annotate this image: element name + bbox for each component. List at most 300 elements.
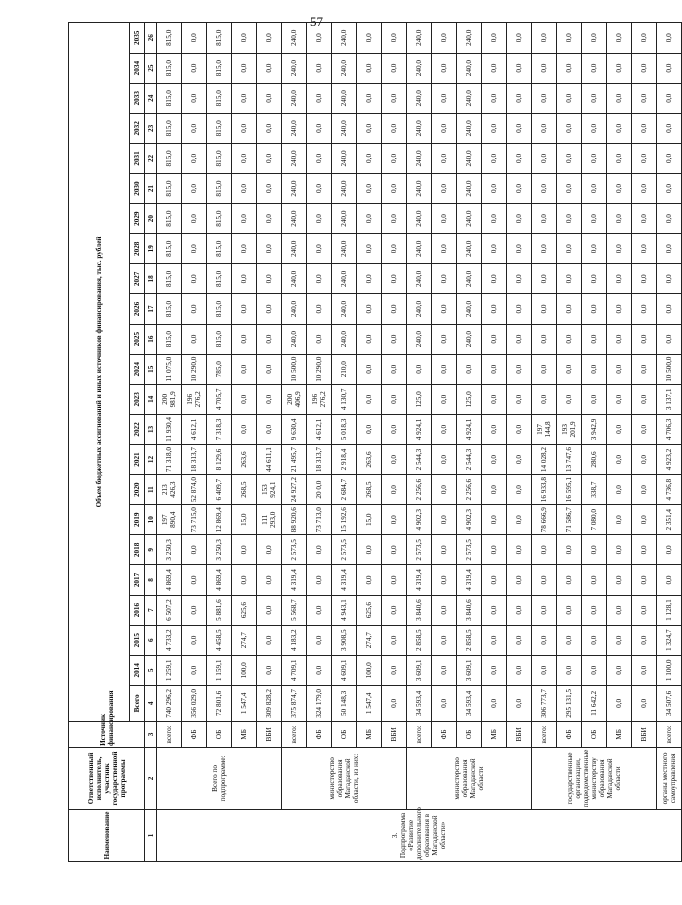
value-cell: 240,0 bbox=[282, 53, 307, 83]
value-cell: 0,0 bbox=[507, 324, 532, 354]
value-cell: 0,0 bbox=[607, 535, 632, 565]
value-cell: 0,0 bbox=[257, 143, 282, 173]
value-cell: 20 0,0 bbox=[307, 475, 332, 505]
value-cell: 240,0 bbox=[457, 143, 482, 173]
value-cell: 0,0 bbox=[482, 23, 507, 54]
table-row bbox=[382, 23, 407, 862]
value-cell: 0,0 bbox=[657, 565, 682, 595]
table-row bbox=[557, 23, 582, 862]
column-number: 9 bbox=[145, 535, 157, 565]
header-executor: Ответственный исполнитель, участник государственной программы bbox=[69, 747, 145, 809]
source-cell: ФБ bbox=[432, 721, 457, 747]
value-cell: 4 130,7 bbox=[332, 384, 357, 414]
value-cell: 0,0 bbox=[382, 595, 407, 625]
value-cell: 0,0 bbox=[182, 535, 207, 565]
column-number: 21 bbox=[145, 174, 157, 204]
value-cell: 0,0 bbox=[657, 204, 682, 234]
value-cell: 0,0 bbox=[632, 444, 657, 474]
value-cell: 0,0 bbox=[307, 234, 332, 264]
value-cell: 4 319,4 bbox=[332, 565, 357, 595]
value-cell: 6 507,2 bbox=[157, 595, 182, 625]
value-cell: 3 250,3 bbox=[207, 535, 232, 565]
value-cell: 7 080,0 bbox=[582, 505, 607, 535]
value-cell: 0,0 bbox=[607, 595, 632, 625]
value-cell: 0,0 bbox=[632, 143, 657, 173]
value-cell: 0,0 bbox=[557, 174, 582, 204]
value-cell: 0,0 bbox=[657, 234, 682, 264]
source-cell: ФБ bbox=[557, 721, 582, 747]
value-cell: 0,0 bbox=[507, 53, 532, 83]
value-cell: 0,0 bbox=[607, 625, 632, 655]
header-year: 2035 bbox=[130, 23, 145, 54]
value-cell: 240,0 bbox=[282, 113, 307, 143]
value-cell: 0,0 bbox=[257, 595, 282, 625]
value-cell: 0,0 bbox=[257, 565, 282, 595]
value-cell: 0,0 bbox=[382, 475, 407, 505]
value-cell: 18 313,7 bbox=[307, 444, 332, 474]
value-cell: 0,0 bbox=[257, 414, 282, 444]
value-cell: 0,0 bbox=[557, 113, 582, 143]
value-cell: 16 933,8 bbox=[532, 475, 557, 505]
column-number: 3 bbox=[145, 721, 157, 747]
value-cell: 815,0 bbox=[157, 264, 182, 294]
value-cell: 0,0 bbox=[482, 53, 507, 83]
total-cell: 0,0 bbox=[482, 685, 507, 721]
value-cell: 0,0 bbox=[632, 354, 657, 384]
value-cell: 0,0 bbox=[632, 23, 657, 54]
value-cell: 24 927,2 bbox=[282, 475, 307, 505]
value-cell: 0,0 bbox=[507, 475, 532, 505]
table-row bbox=[457, 23, 482, 862]
value-cell: 240,0 bbox=[457, 174, 482, 204]
value-cell: 213 426,3 bbox=[157, 475, 182, 505]
value-cell: 0,0 bbox=[582, 83, 607, 113]
value-cell: 0,0 bbox=[257, 83, 282, 113]
value-cell: 0,0 bbox=[607, 414, 632, 444]
column-number: 4 bbox=[145, 685, 157, 721]
total-cell: 0,0 bbox=[632, 685, 657, 721]
source-cell: МБ bbox=[482, 721, 507, 747]
value-cell: 240,0 bbox=[457, 234, 482, 264]
value-cell: 4 902,3 bbox=[457, 505, 482, 535]
column-number: 2 bbox=[145, 747, 157, 809]
column-number: 20 bbox=[145, 204, 157, 234]
source-cell: ОБ bbox=[207, 721, 232, 747]
value-cell: 73 715,0 bbox=[182, 505, 207, 535]
value-cell: 0,0 bbox=[607, 83, 632, 113]
table-row bbox=[657, 23, 682, 862]
value-cell: 0,0 bbox=[632, 535, 657, 565]
value-cell: 280,6 bbox=[582, 444, 607, 474]
header-year: 2029 bbox=[130, 204, 145, 234]
value-cell: 0,0 bbox=[582, 294, 607, 324]
value-cell: 0,0 bbox=[632, 234, 657, 264]
table-row bbox=[207, 23, 232, 862]
value-cell: 3 908,5 bbox=[332, 625, 357, 655]
value-cell: 240,0 bbox=[457, 294, 482, 324]
value-cell: 11 930,4 bbox=[157, 414, 182, 444]
value-cell: 815,0 bbox=[157, 83, 182, 113]
value-cell: 0,0 bbox=[507, 414, 532, 444]
value-cell: 0,0 bbox=[407, 354, 432, 384]
value-cell: 0,0 bbox=[432, 354, 457, 384]
value-cell: 2 573,5 bbox=[457, 535, 482, 565]
value-cell: 0,0 bbox=[507, 113, 532, 143]
value-cell: 0,0 bbox=[657, 143, 682, 173]
value-cell: 125,0 bbox=[457, 384, 482, 414]
value-cell: 0,0 bbox=[382, 655, 407, 685]
value-cell: 3 609,1 bbox=[457, 655, 482, 685]
value-cell: 0,0 bbox=[482, 444, 507, 474]
value-cell: 0,0 bbox=[257, 294, 282, 324]
value-cell: 0,0 bbox=[257, 204, 282, 234]
value-cell: 0,0 bbox=[482, 384, 507, 414]
value-cell: 240,0 bbox=[332, 204, 357, 234]
value-cell: 815,0 bbox=[157, 53, 182, 83]
value-cell: 0,0 bbox=[607, 354, 632, 384]
value-cell: 0,0 bbox=[382, 565, 407, 595]
value-cell: 240,0 bbox=[407, 113, 432, 143]
value-cell: 0,0 bbox=[357, 113, 382, 143]
value-cell: 14 028,2 bbox=[532, 444, 557, 474]
value-cell: 5 881,6 bbox=[207, 595, 232, 625]
value-cell: 240,0 bbox=[457, 264, 482, 294]
value-cell: 0,0 bbox=[357, 234, 382, 264]
value-cell: 0,0 bbox=[557, 83, 582, 113]
value-cell: 0,0 bbox=[532, 174, 557, 204]
total-cell: 306 773,7 bbox=[532, 685, 557, 721]
header-total: Всего bbox=[130, 685, 145, 721]
value-cell: 240,0 bbox=[332, 294, 357, 324]
header-year: 2023 bbox=[130, 384, 145, 414]
value-cell: 10 500,0 bbox=[657, 354, 682, 384]
value-cell: 0,0 bbox=[232, 294, 257, 324]
value-cell: 0,0 bbox=[482, 264, 507, 294]
value-cell: 0,0 bbox=[232, 565, 257, 595]
table-row bbox=[582, 23, 607, 862]
value-cell: 0,0 bbox=[482, 414, 507, 444]
source-cell: ОБ bbox=[457, 721, 482, 747]
table-row bbox=[257, 23, 282, 862]
source-cell: МБ bbox=[232, 721, 257, 747]
value-cell: 0,0 bbox=[257, 113, 282, 143]
value-cell: 0,0 bbox=[607, 23, 632, 54]
value-cell: 0,0 bbox=[232, 174, 257, 204]
value-cell: 815,0 bbox=[207, 53, 232, 83]
value-cell: 0,0 bbox=[507, 444, 532, 474]
value-cell: 2 858,5 bbox=[407, 625, 432, 655]
total-cell: 375 874,7 bbox=[282, 685, 307, 721]
value-cell: 240,0 bbox=[282, 83, 307, 113]
value-cell: 785,0 bbox=[207, 354, 232, 384]
value-cell: 0,0 bbox=[657, 83, 682, 113]
value-cell: 0,0 bbox=[432, 23, 457, 54]
value-cell: 0,0 bbox=[307, 565, 332, 595]
value-cell: 0,0 bbox=[232, 53, 257, 83]
value-cell: 4 924,1 bbox=[457, 414, 482, 444]
value-cell: 0,0 bbox=[182, 23, 207, 54]
value-cell: 0,0 bbox=[657, 174, 682, 204]
value-cell: 0,0 bbox=[432, 505, 457, 535]
value-cell: 18 313,7 bbox=[182, 444, 207, 474]
value-cell: 0,0 bbox=[482, 595, 507, 625]
value-cell: 0,0 bbox=[232, 143, 257, 173]
value-cell: 0,0 bbox=[607, 444, 632, 474]
value-cell: 0,0 bbox=[482, 234, 507, 264]
value-cell: 0,0 bbox=[507, 595, 532, 625]
value-cell: 0,0 bbox=[482, 535, 507, 565]
value-cell: 0,0 bbox=[382, 535, 407, 565]
table-row bbox=[607, 23, 632, 862]
source-cell: ВБИ bbox=[507, 721, 532, 747]
value-cell: 815,0 bbox=[207, 234, 232, 264]
value-cell: 0,0 bbox=[632, 264, 657, 294]
value-cell: 0,0 bbox=[432, 294, 457, 324]
value-cell: 0,0 bbox=[307, 23, 332, 54]
value-cell: 2 684,7 bbox=[332, 475, 357, 505]
value-cell: 263,6 bbox=[232, 444, 257, 474]
value-cell: 0,0 bbox=[482, 294, 507, 324]
value-cell: 0,0 bbox=[557, 234, 582, 264]
total-cell: 0,0 bbox=[507, 685, 532, 721]
value-cell: 0,0 bbox=[607, 505, 632, 535]
total-cell: 0,0 bbox=[382, 685, 407, 721]
value-cell: 2 256,6 bbox=[457, 475, 482, 505]
value-cell: 0,0 bbox=[607, 655, 632, 685]
header-year: 2031 bbox=[130, 143, 145, 173]
total-cell: 0,0 bbox=[607, 685, 632, 721]
value-cell: 0,0 bbox=[507, 174, 532, 204]
value-cell: 4 319,4 bbox=[457, 565, 482, 595]
source-cell: ВБИ bbox=[382, 721, 407, 747]
value-cell: 1 128,1 bbox=[657, 595, 682, 625]
executor-cell: министерство образования Магаданской области, из них: bbox=[282, 747, 407, 809]
value-cell: 240,0 bbox=[457, 113, 482, 143]
value-cell: 0,0 bbox=[582, 565, 607, 595]
total-cell: 1 547,4 bbox=[232, 685, 257, 721]
value-cell: 0,0 bbox=[482, 475, 507, 505]
total-cell: 740 296,2 bbox=[157, 685, 182, 721]
value-cell: 0,0 bbox=[182, 264, 207, 294]
value-cell: 0,0 bbox=[557, 655, 582, 685]
value-cell: 240,0 bbox=[457, 83, 482, 113]
executor-cell: органы местного самоуправления bbox=[657, 747, 682, 809]
value-cell: 0,0 bbox=[582, 174, 607, 204]
value-cell: 4 736,8 bbox=[657, 475, 682, 505]
value-cell: 815,0 bbox=[157, 113, 182, 143]
value-cell: 2 573,5 bbox=[407, 535, 432, 565]
value-cell: 0,0 bbox=[482, 174, 507, 204]
total-cell: 34 593,4 bbox=[457, 685, 482, 721]
value-cell: 200 406,9 bbox=[282, 384, 307, 414]
value-cell: 0,0 bbox=[532, 143, 557, 173]
value-cell: 0,0 bbox=[257, 234, 282, 264]
value-cell: 0,0 bbox=[357, 204, 382, 234]
value-cell: 0,0 bbox=[507, 83, 532, 113]
value-cell: 0,0 bbox=[557, 204, 582, 234]
value-cell: 0,0 bbox=[607, 475, 632, 505]
source-cell: всего: bbox=[407, 721, 432, 747]
value-cell: 338,7 bbox=[582, 475, 607, 505]
value-cell: 4 458,5 bbox=[207, 625, 232, 655]
value-cell: 0,0 bbox=[532, 204, 557, 234]
value-cell: 0,0 bbox=[482, 625, 507, 655]
value-cell: 0,0 bbox=[532, 83, 557, 113]
value-cell: 0,0 bbox=[432, 143, 457, 173]
value-cell: 0,0 bbox=[507, 264, 532, 294]
value-cell: 52 874,0 bbox=[182, 475, 207, 505]
value-cell: 0,0 bbox=[232, 324, 257, 354]
value-cell: 240,0 bbox=[282, 294, 307, 324]
value-cell: 2 858,5 bbox=[457, 625, 482, 655]
value-cell: 0,0 bbox=[382, 113, 407, 143]
header-year: 2028 bbox=[130, 234, 145, 264]
value-cell: 0,0 bbox=[582, 655, 607, 685]
value-cell: 0,0 bbox=[582, 53, 607, 83]
source-cell: всего: bbox=[282, 721, 307, 747]
value-cell: 240,0 bbox=[407, 174, 432, 204]
total-cell: 34 507,6 bbox=[657, 685, 682, 721]
value-cell: 0,0 bbox=[507, 294, 532, 324]
header-name: Наименование bbox=[69, 809, 145, 861]
value-cell: 0,0 bbox=[482, 354, 507, 384]
value-cell: 0,0 bbox=[357, 264, 382, 294]
column-number: 22 bbox=[145, 143, 157, 173]
value-cell: 2 918,4 bbox=[332, 444, 357, 474]
value-cell: 0,0 bbox=[432, 113, 457, 143]
source-cell: МБ bbox=[607, 721, 632, 747]
value-cell: 240,0 bbox=[332, 23, 357, 54]
value-cell: 0,0 bbox=[307, 143, 332, 173]
header-year: 2025 bbox=[130, 324, 145, 354]
value-cell: 240,0 bbox=[282, 23, 307, 54]
value-cell: 0,0 bbox=[632, 625, 657, 655]
value-cell: 0,0 bbox=[357, 294, 382, 324]
value-cell: 240,0 bbox=[332, 53, 357, 83]
value-cell: 0,0 bbox=[382, 505, 407, 535]
value-cell: 2 573,5 bbox=[282, 535, 307, 565]
value-cell: 0,0 bbox=[182, 53, 207, 83]
value-cell: 240,0 bbox=[332, 264, 357, 294]
value-cell: 240,0 bbox=[407, 83, 432, 113]
column-number: 5 bbox=[145, 655, 157, 685]
value-cell: 0,0 bbox=[632, 655, 657, 685]
value-cell: 0,0 bbox=[507, 625, 532, 655]
value-cell: 0,0 bbox=[607, 234, 632, 264]
value-cell: 0,0 bbox=[482, 505, 507, 535]
value-cell: 21 495,7 bbox=[282, 444, 307, 474]
value-cell: 3 250,3 bbox=[157, 535, 182, 565]
value-cell: 0,0 bbox=[432, 384, 457, 414]
source-cell: ОБ bbox=[332, 721, 357, 747]
value-cell: 0,0 bbox=[432, 53, 457, 83]
value-cell: 0,0 bbox=[532, 294, 557, 324]
header-year: 2026 bbox=[130, 294, 145, 324]
value-cell: 0,0 bbox=[382, 23, 407, 54]
value-cell: 1 100,0 bbox=[657, 655, 682, 685]
source-cell: всего: bbox=[657, 721, 682, 747]
value-cell: 0,0 bbox=[582, 324, 607, 354]
value-cell: 4 609,1 bbox=[332, 655, 357, 685]
value-cell: 0,0 bbox=[257, 625, 282, 655]
value-cell: 3 840,6 bbox=[457, 595, 482, 625]
value-cell: 0,0 bbox=[357, 384, 382, 414]
value-cell: 10 290,0 bbox=[307, 354, 332, 384]
value-cell: 0,0 bbox=[582, 595, 607, 625]
source-cell: ВБИ bbox=[257, 721, 282, 747]
value-cell: 815,0 bbox=[207, 113, 232, 143]
value-cell: 10 500,0 bbox=[282, 354, 307, 384]
value-cell: 0,0 bbox=[232, 204, 257, 234]
value-cell: 815,0 bbox=[207, 23, 232, 54]
value-cell: 197 144,8 bbox=[532, 414, 557, 444]
value-cell: 0,0 bbox=[582, 23, 607, 54]
value-cell: 0,0 bbox=[357, 565, 382, 595]
value-cell: 0,0 bbox=[557, 23, 582, 54]
value-cell: 815,0 bbox=[207, 204, 232, 234]
value-cell: 0,0 bbox=[307, 655, 332, 685]
value-cell: 0,0 bbox=[632, 174, 657, 204]
value-cell: 240,0 bbox=[282, 174, 307, 204]
total-cell: 11 642,2 bbox=[582, 685, 607, 721]
value-cell: 0,0 bbox=[182, 324, 207, 354]
value-cell: 4 319,4 bbox=[407, 565, 432, 595]
value-cell: 263,6 bbox=[357, 444, 382, 474]
value-cell: 0,0 bbox=[232, 83, 257, 113]
value-cell: 0,0 bbox=[357, 324, 382, 354]
value-cell: 4 924,1 bbox=[407, 414, 432, 444]
value-cell: 0,0 bbox=[182, 294, 207, 324]
value-cell: 0,0 bbox=[657, 535, 682, 565]
value-cell: 240,0 bbox=[332, 113, 357, 143]
header-year: 2017 bbox=[130, 565, 145, 595]
value-cell: 193 201,9 bbox=[557, 414, 582, 444]
value-cell: 0,0 bbox=[532, 23, 557, 54]
value-cell: 240,0 bbox=[407, 53, 432, 83]
value-cell: 0,0 bbox=[557, 264, 582, 294]
value-cell: 0,0 bbox=[482, 655, 507, 685]
table-row bbox=[182, 23, 207, 862]
value-cell: 12 869,4 bbox=[207, 505, 232, 535]
value-cell: 0,0 bbox=[507, 565, 532, 595]
value-cell: 815,0 bbox=[207, 174, 232, 204]
value-cell: 2 351,4 bbox=[657, 505, 682, 535]
total-cell: 0,0 bbox=[432, 685, 457, 721]
value-cell: 7 318,3 bbox=[207, 414, 232, 444]
value-cell: 4 869,4 bbox=[157, 565, 182, 595]
value-cell: 240,0 bbox=[332, 83, 357, 113]
value-cell: 0,0 bbox=[382, 143, 407, 173]
column-number: 14 bbox=[145, 384, 157, 414]
value-cell: 0,0 bbox=[607, 294, 632, 324]
header-year: 2033 bbox=[130, 83, 145, 113]
value-cell: 1 324,7 bbox=[657, 625, 682, 655]
value-cell: 3 609,1 bbox=[407, 655, 432, 685]
value-cell: 0,0 bbox=[432, 565, 457, 595]
value-cell: 0,0 bbox=[382, 53, 407, 83]
value-cell: 0,0 bbox=[532, 234, 557, 264]
value-cell: 274,7 bbox=[357, 625, 382, 655]
column-number: 26 bbox=[145, 23, 157, 54]
value-cell: 0,0 bbox=[382, 324, 407, 354]
value-cell: 0,0 bbox=[257, 174, 282, 204]
value-cell: 0,0 bbox=[532, 625, 557, 655]
value-cell: 240,0 bbox=[332, 234, 357, 264]
value-cell: 0,0 bbox=[507, 354, 532, 384]
value-cell: 0,0 bbox=[232, 384, 257, 414]
value-cell: 0,0 bbox=[557, 53, 582, 83]
value-cell: 240,0 bbox=[407, 23, 432, 54]
